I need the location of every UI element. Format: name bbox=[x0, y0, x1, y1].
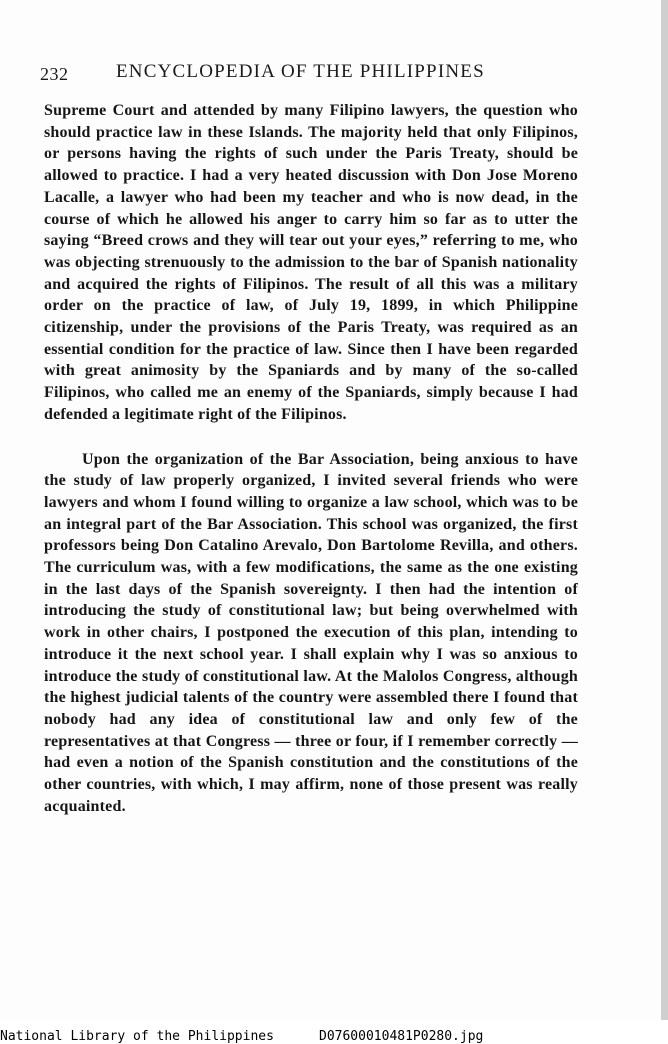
body-text bbox=[44, 100, 578, 818]
paragraph-1: Supreme Court and attended by many Filipino lawyers, the question who should practice law in these Islands. The majority held that only Filipinos, or persons having the rights of such under the Paris Treaty, should be allowed to practice. I had a very heated discussion with Don Jose Moreno Lacalle, a lawyer who had been my teacher and who is now dead, in the course of which he allowed his anger to carry him so far as to utter the saying “Breed crows and they will tear out your eyes,” referring to me, who was objecting strenuously to the admission to the bar of Spanish nationality and acquired the rights of Filipinos. The result of all this was a military order on the practice of law, of July 19, 1899, in which Philippine citizenship, under the provisions of the Paris Treaty, was required as an essential condition for the practice of law. Since then I have been regarded with great animosity by the Spaniards and by many of the so-called Filipinos, who called me an enemy of the Spaniards, simply because I had defended a legitimate right of the Filipinos. bbox=[44, 102, 578, 423]
running-title: ENCYCLOPEDIA OF THE PHILIPPINES bbox=[116, 61, 485, 82]
paragraph-2: Upon the organization of the Bar Association, being anxious to have the study of law properly organized, I invited several friends who were lawyers and whom I found willing to organize a law school, which was to be an integral part of the Bar Association. This school was organized, the first professors being Don Catalino Arevalo, Don Bartolome Revilla, and others. The curriculum was, with a few modifications, the same as the one existing in the last days of the Spanish sovereignty. I then had the intention of introducing the study of constitutional law; but being overwhelmed with work in other chairs, I postponed the execution of this plan, intending to introduce it the next school year. I shall explain why I was so anxious to introduce the study of constitutional law. At the Malolos Congress, although the highest judicial talents of the country were assembled there I found that nobody had any idea of constitutional law and only few of the representatives at that Congress — three or four, if I remember correctly — had even a notion of the Spanish constitution and the constitutions of the other countries, with which, I may affirm, none of those present was really acquainted. bbox=[44, 450, 578, 815]
page-header bbox=[40, 60, 600, 88]
page-number: 232 bbox=[40, 64, 69, 84]
scan-footer bbox=[0, 1020, 668, 1044]
page-edge-shadow bbox=[661, 0, 668, 1020]
file-name-caption: D07600010481P0280.jpg bbox=[319, 1029, 484, 1044]
library-caption: National Library of the Philippines bbox=[0, 1029, 274, 1044]
